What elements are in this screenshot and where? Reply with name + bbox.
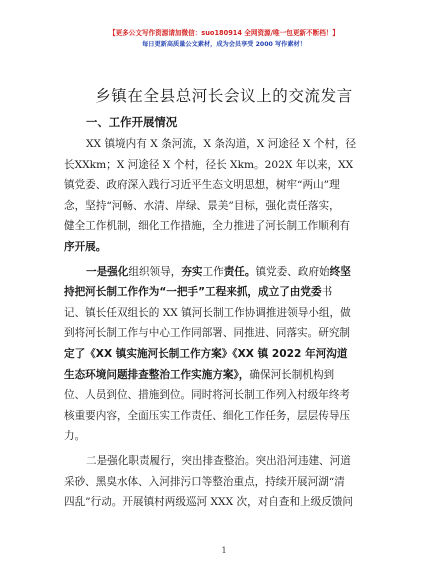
text-line: 序开展。 [64, 240, 107, 253]
text-line [64, 282, 384, 303]
paragraph-overview [64, 134, 384, 258]
text-line: 力。 [64, 430, 86, 443]
promo-banner [0, 28, 448, 50]
text-line: 健全工作机制，细化工作措施，全力推进了河长制工作顺利有 [64, 220, 351, 233]
text-line: XX 镇境内有 X 条河流，X 条沟道，X 河途径 X 个村，径 [86, 138, 357, 150]
text-line: 二是强化职责履行，突出排查整治。突出沿河违建、河道 [86, 454, 351, 467]
text-line: 记、镇长任双组长的 XX 镇河长制工作协调推进领导小组，做 [64, 306, 351, 319]
text-run: 夯实 [181, 265, 203, 278]
text-run: 镇党委、政府始 [255, 265, 330, 278]
section-heading: 一、工作开展情况 [86, 115, 178, 129]
text-run: 一是强化 [86, 265, 129, 278]
text-line: 四乱”行动。开展镇村两级巡河 XXX 次，对自查和上级反馈问 [64, 496, 354, 509]
text-line [64, 365, 384, 386]
text-run: 工作 [202, 265, 224, 278]
text-line: 采砂、黑臭水体、入河排污口等整治重点，持续开展河湖“清 [64, 475, 345, 488]
text-run: 生态环境问题排查整治工作实施方案》， [64, 368, 250, 381]
text-run: 组织领导， [128, 265, 182, 278]
text-line: 核重要内容，全面压实工作责任、细化工作任务，层层传导压 [64, 409, 351, 422]
paragraph-leadership [64, 262, 384, 447]
text-line: 长XXkm；X 河途径 X 个村，径长 Xkm。202X 年以来，XX [64, 158, 354, 171]
text-run: 书 [321, 286, 333, 299]
text-run: 持把河长制工作作为“一把手”工程来抓，成立了由党委 [64, 286, 322, 299]
page-number: 1 [221, 546, 227, 555]
text-run: 终坚 [329, 265, 351, 278]
document-body [64, 134, 384, 513]
text-line: 镇党委、政府深入践行习近平生态文明思想，树牢“两山”理 [64, 179, 340, 192]
paragraph-inspection [64, 451, 384, 513]
text-line: 到将河长制工作与中心工作同部署、同推进、同落实。研究制 [64, 327, 351, 340]
promo-line-blue: 每日更新高质量公文素材，成为会员享受 2000 写作素材！ [142, 41, 306, 48]
text-line: 位、人员到位、措施到位。同时将河长制工作列入村级年终考 [64, 389, 351, 402]
document-title: 乡镇在全县总河长会议上的交流发言 [95, 87, 353, 105]
promo-line-red: 【更多公文写作资源请加微信：suo180914 全网资源/唯一包更新不断档！】 [108, 29, 339, 37]
text-line [64, 262, 384, 283]
text-line: 定了《XX 镇实施河长制工作方案》《XX 镇 2022 年河沟道 [64, 347, 348, 360]
text-run: 确保河长制机构到 [249, 368, 335, 381]
text-line: 念，坚持“河畅、水清、岸绿、景美”目标，强化责任落实， [64, 199, 340, 212]
text-run: 责任。 [223, 265, 256, 278]
